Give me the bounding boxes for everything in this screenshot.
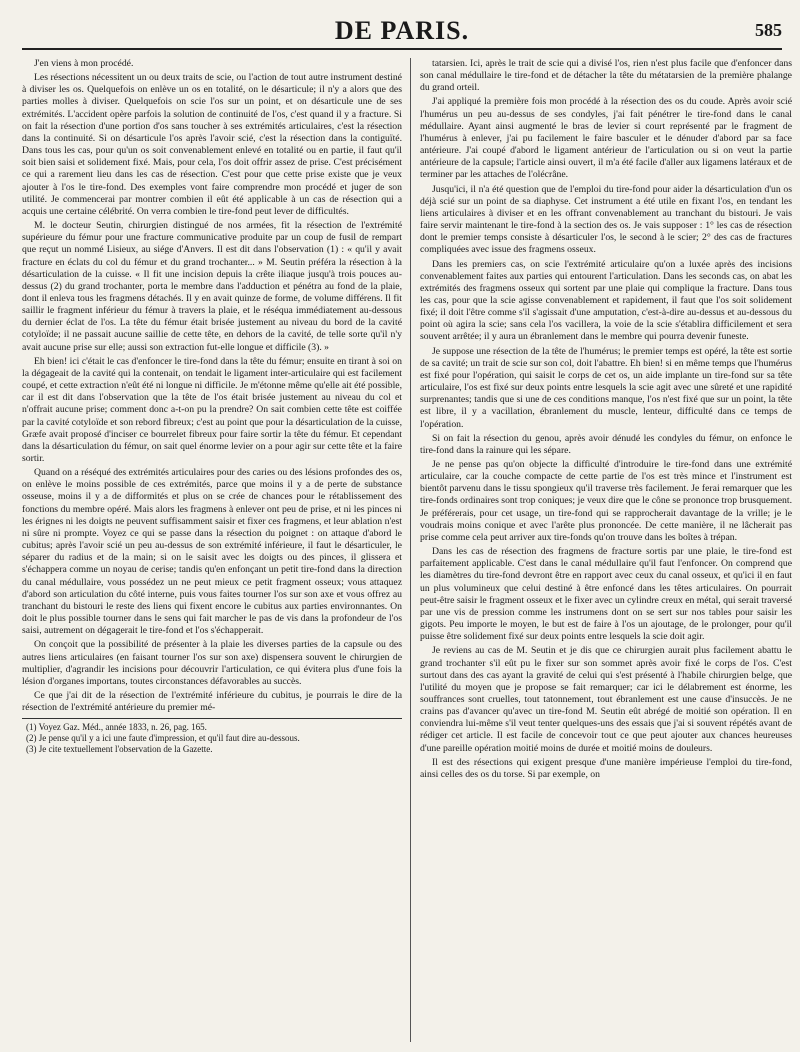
paragraph: Eh bien! ici c'était le cas d'enfoncer le tire-fond dans la tête du fémur; ensuite en tirant à soi on la dégageait de la cavité qui la contenait, on tendait le ligament inter-articulaire qui est facilement coupé, et cette extraction n'eût été ni longue ni difficile. Je m'étonne même qu'elle ait été possible, car il est dit dans l'observation que la tête de l'os était brisée justement au niveau du col et n'offrait aucune prise; comment donc a-t-on pu la prendre? On sait combien cette tête est coiffée par la cavité cotyloïde et son rebord fibreux; c'est au point que pour la désarticulation de la cuisse, Græfe avait proposé d'inciser ce bourrelet fibreux pour faire sortir la tête du fémur. Et cependant dans la désarticulation du fémur, on sait quel énorme levier on a pour agir sur cette tête et la faire sortir. (22, 355, 402, 464)
left-column (22, 58, 402, 1042)
paragraph: Dans les cas de résection des fragmens de fracture sortis par une plaie, le tire-fond est parfaitement applicable. C'est dans le canal médullaire qu'il faut l'enfoncer. On comprend que les diamètres du tire-fond devront être en rapport avec ceux du canal osseux, et qu'ici il en faut un plus volumineux que celui destiné à être enfoncé dans les têtes articulaires. On pourrait peut-être saisir le fragment osseux et le fixer avec un cylindre creux en métal, qui serait traversé par une vis de pression comme les instrumens dont on se sert sur nos tables pour saisir les gigots. Peu importe le moyen, le but est de faire à l'os un ajoutage, de le prolonger, pour qu'il puisse être solidement fixé sur deux points entre lesquels la scie doit agir. (420, 546, 792, 643)
page-header (22, 14, 782, 50)
paragraph: Je reviens au cas de M. Seutin et je dis que ce chirurgien aurait plus facilement abattu le grand trochanter s'il eût pu le fixer sur son sommet après avoir fixé le corps de l'os. C'est surtout dans des cas ayant la gravité de celui qui s'est présenté à l'habile chirurgien belge, que l'utilité du moyen que je propose se fait remarquer; car ici le délabrement est énorme, les souffrances sont cruelles, tout tatonnement, tout ébranlement est une cause d'insuccès. Je ne crains pas d'avancer qu'avec un tire-fond M. Seutin eût abrégé de moitié son opération. Il en conviendra lui-même s'il veut tenter quelques-uns des essais que j'ai si souvent répétés avant de rédiger cet article. Il est facile de concevoir tout ce que peut ajouter aux chances heureuses d'une pareille opération moitié moins de durée et moitié moins de douleurs. (420, 645, 792, 754)
paragraph: Je ne pense pas qu'on objecte la difficulté d'introduire le tire-fond dans une extrémité articulaire, car la couche compacte de cette partie de l'os est très mince et l'instrument est bientôt parvenu dans le tissu spongieux qu'il traverse très facilement. Je ferai remarquer que les tire-fonds ordinaires sont trop coniques; je veux dire que le cône se prononce trop brusquement. Je préférerais, pour cet usage, un tire-fond qui se rapprocherait davantage de la vrille; je le voudrais moins conique et avec l'arête plus prononcée. De cette manière, il ne lâcherait pas prise comme cela peut arriver aux tire-fonds qu'on trouve dans les boîtes à trépan. (420, 459, 792, 543)
right-column (420, 58, 792, 1042)
paragraph: J'ai appliqué la première fois mon procédé à la résection des os du coude. Après avoir scié l'humérus un peu au-dessus de ses condyles, j'ai fait pénétrer le tire-fond dans le canal médullaire. Ayant ainsi augmenté le bras de levier si court représenté par le fragment de l'humérus à enlever, j'ai pu facilement le faire basculer et le dénuder d'abord par sa face antérieure. J'ai coupé d'abord le ligament antérieur de l'articulation ou si on veut la partie antérieure de la capsule; l'article ainsi ouvert, il m'a été facile d'aller aux ligamens latéraux et de terminer par les attaches de l'olécrâne. (420, 96, 792, 181)
paragraph: Il est des résections qui exigent presque d'une manière impérieuse l'emploi du tire-fond, ainsi celles des os du torse. Si par exemple, on (420, 756, 792, 780)
paragraph: On conçoit que la possibilité de présenter à la plaie les diverses parties de la capsule ou des autres liens articulaires (en faisant tourner l'os sur son axe) dispensera souvent le chirurgien de multiplier, d'agrandir les incisions pour découvrir l'articulation, ce qui évitera plus d'une fois la lésion d'organes importans, toutes circonstances défavorables au succès. (22, 639, 402, 687)
paragraph: Quand on a réséqué des extrémités articulaires pour des caries ou des lésions profondes des os, on enlève le moins possible de ces extrémités, parce que moins il y a de perte de substance osseuse, moins il y a de difformités et plus on se crée de chances pour le rétablissement des fonctions du membre opéré. Mais alors les fragmens à enlever ont peu de prise, et ni les pinces ni les érignes ni les doigts ne peuvent suffisamment saisir et fixer ces fragmens, et leur ablation n'est ni sûre ni prompte. Voyez ce qui se passe dans la résection du poignet : on attaque d'abord le cubitus; après l'avoir scié un peu au-dessus de son extrémité inférieure, il faut le désarticuler, le séparer du radius et de la main; si on le saisit avec les doigts ou des pinces, il glissera et s'échappera comme un noyau de cerise; tandis qu'en enfonçant un petit tire-fond dans la direction du canal médullaire, vous possédez un ne peut mieux ce petit fragment osseux; vous attaquez d'abord son articulation du côté interne, puis vous faites tourner l'os sur son axe et vous offrez au tranchant du bistouri le reste des liens qui fixent encore le cubitus aux parties environnantes. On doit le plus possible tourner dans le sens qui fait marcher le pas de vis dans la profondeur de l'os saisi, autrement on dégagerait le tire-fond et l'os s'échapperait. (22, 467, 402, 637)
page-number: 585 (755, 20, 782, 40)
paragraph: Les résections nécessitent un ou deux traits de scie, ou l'action de tout autre instrument destiné à diviser les os. Quelquefois on enlève un os en totalité, on le désarticule; il n'y a alors que des parties molles à diviser. Quelquefois on scie l'os sur un point, et on désarticule une de ses extrémités. L'accident opère parfois la solution de continuité de l'os, c'est quand il y a fracture. Si on fait la résection d'une portion d'os sans toucher à ses extrémités articulaires, c'est la résection dans la continuité. Si on désarticule l'os après l'avoir scié, c'est la résection dans la contiguïté. Dans tous les cas, pour qu'un os soit convenablement enlevé en totalité ou en partie, il faut qu'il soit bien saisi et solidement fixé. Mais, pour cela, l'os doit offrir assez de prise. C'est précisément ce qui a rarement lieu dans les cas de résection. C'est pour que cette prise existe que je veux ajouter à l'os le tire-fond. Des exemples vont faire comprendre mon procédé et juger de son utilité. Je commencerai par montrer combien il eût été applicable à un cas de résection qui a acquis une certaine célébrité. On verra combien le tire-fond peut lever de difficultés. (22, 72, 402, 217)
paragraph: J'en viens à mon procédé. (34, 58, 134, 69)
paragraph: Si on fait la résection du genou, après avoir dénudé les condyles du fémur, on enfonce le tire-fond dans la rainure qui les sépare. (420, 432, 792, 456)
footnote: (1) Voyez Gaz. Méd., année 1833, n. 26, pag. 165. (26, 722, 207, 733)
paragraph: Dans les premiers cas, on scie l'extrémité articulaire qu'on a luxée après des incisions convenablement faites aux parties qui entourent l'articulation. Dans les seconds cas, on abat les extrémités des fragmens osseux qui sortent par une plaie qui complique la fracture. Dans tous les cas, pour que la scie agisse convenablement et rapidement, il faut que l'os soit solidement fixé; il doit l'être comme s'il s'agissait d'une amputation, c'est-à-dire au-dessus et au-dessous du point où agira la scie; sans cela l'os vacillera, la voie de la scie s'établira difficilement et sera souvent arrêtée; il y aura un ébranlement dans le membre qui pourra devenir funeste. (420, 258, 792, 343)
paragraph: M. le docteur Seutin, chirurgien distingué de nos armées, fit la résection de l'extrémité supérieure du fémur pour une fracture communicative produite par un coup de fusil de rempart que reçut un nommé Lisieux, au siége d'Anvers. Il est dit dans l'observation (1) : « qu'il y avait fracture en éclats du col du fémur et du grand trochanter... » M. Seutin préféra la résection à la désarticulation de la cuisse. « Il fit une incision depuis la crête iliaque jusqu'à trois pouces au-dessus (2) du grand trochanter, porta le membre dans l'adduction et pénétra au fond de la plaie, dont il enleva tous les fragmens détachés. Il y en avait quinze de forme, de volume différens. Il fit saillir le fragment inférieur du fémur à travers la plaie, et le réséqua immédiatement au-dessous du dernier éclat de l'os. La tête du fémur était brisée justement au niveau du bord de la cavité cotyloïde; il ne passait aucune saillie de cette tête, en dehors de la cavité, de telle sorte qu'il n'y avait aucune prise sur elle; aussi son extraction fut-elle longue et difficile (3). » (22, 220, 402, 353)
column-divider (410, 58, 411, 1042)
footnotes (22, 718, 402, 755)
page-title: DE PARIS. (334, 16, 470, 45)
paragraph: Jusqu'ici, il n'a été question que de l'emploi du tire-fond pour aider la désarticulation d'un os déjà scié sur un point de sa diaphyse. Cet instrument a été utile en fixant l'os, en tendant les liens articulaires à diviser et en les offrant convenablement au tranchant du bistouri. Je vais faire servir maintenant le tire-fond à la section des os. Je vais supposer : 1° les cas de résection dont le premier temps consiste à désarticuler l'os, le second à le scier; 2° des cas de fractures compliquées avec issue des fragmens osseux. (420, 183, 792, 256)
footnote: (2) Je pense qu'il y a ici une faute d'impression, et qu'il faut dire au-dessous. (26, 733, 300, 744)
footnote: (3) Je cite textuellement l'observation de la Gazette. (26, 744, 213, 755)
paragraph: tatarsien. Ici, après le trait de scie qui a divisé l'os, rien n'est plus facile que d'enfoncer dans son canal médullaire le tire-fond et de détacher la tête du métatarsien de la première phalange du grand orteil. (420, 58, 792, 94)
paragraph: Ce que j'ai dit de la résection de l'extrémité inférieure du cubitus, je pourrais le dire de la résection de l'extrémité antérieure du premier mé- (22, 689, 402, 714)
paragraph: Je suppose une résection de la tête de l'humérus; le premier temps est opéré, la tête est sortie de sa cavité; un trait de scie sur son col, doit l'abattre. Eh bien! si en même temps que l'humérus est fixé pour l'opération, qui saisit le corps de cet os, un aide implante un tire-fond sur sa tête articulaire, l'os est fixé sur deux points entre lesquels la scie agit avec une sûreté et une rapidité surprenantes; tandis que si une de ces conditions manque, l'os n'est fixé que sur un point, la tête est libre, il y a vacillation, ébranlement du muscle, lenteur, difficulté dans ce temps de l'opération. (420, 345, 792, 430)
